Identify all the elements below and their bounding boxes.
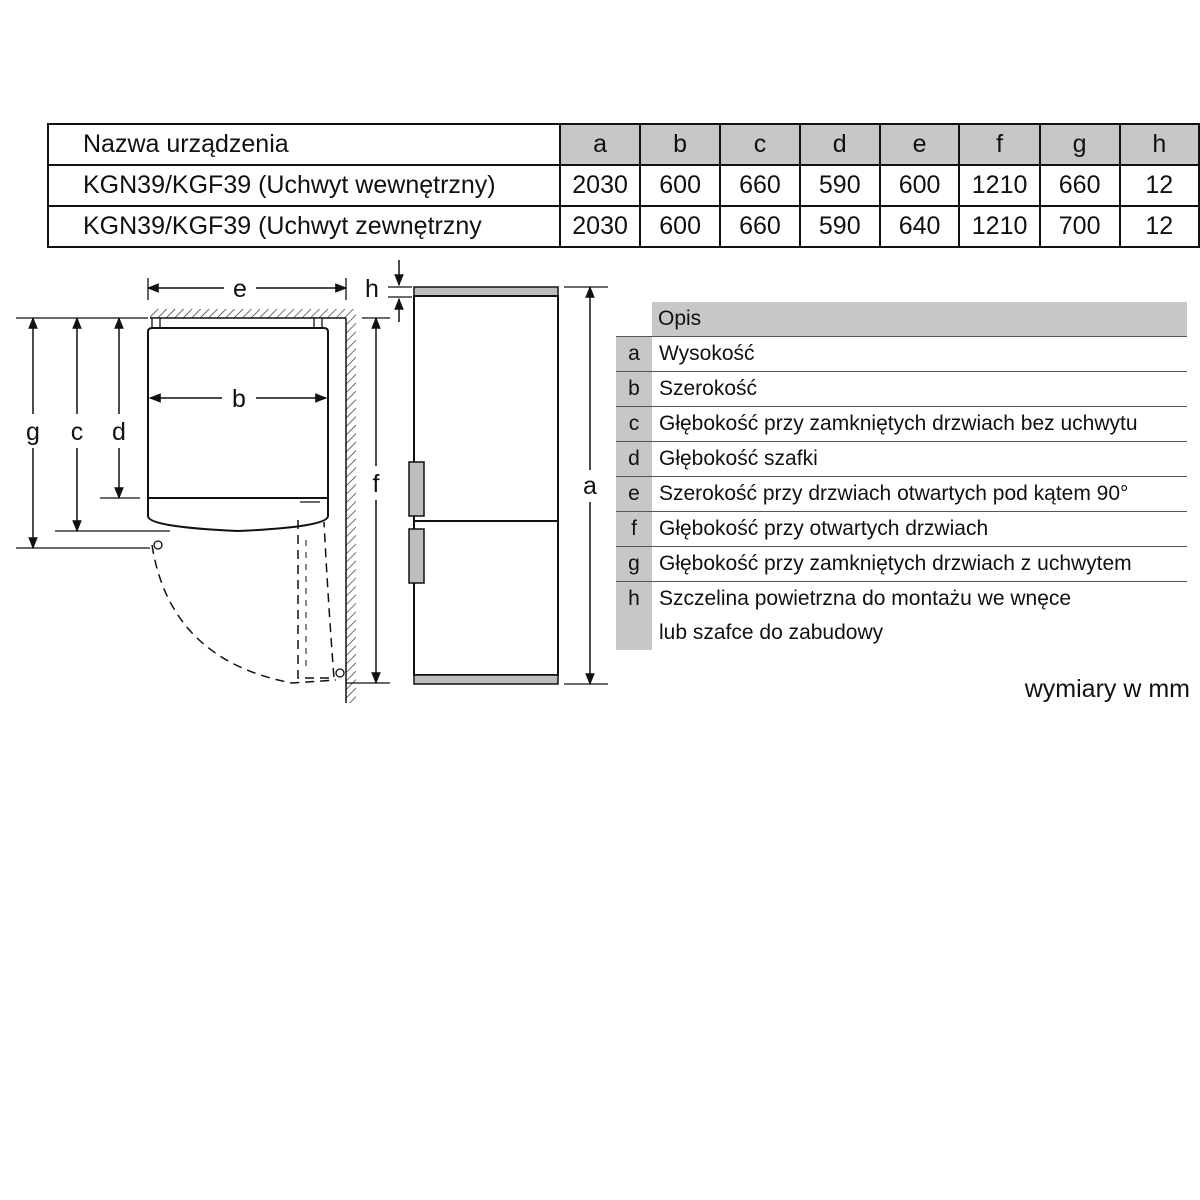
label-c: c — [70, 418, 84, 446]
legend-item — [616, 512, 1187, 547]
table-col-h: h — [1120, 124, 1199, 165]
dimensions-table — [47, 123, 1200, 248]
legend-key: e — [616, 477, 652, 511]
cell-d: 590 — [800, 165, 880, 206]
legend-item — [616, 442, 1187, 477]
hinge-icon — [154, 541, 162, 549]
table-row — [48, 165, 1199, 206]
fridge-body-top — [148, 328, 328, 498]
legend-text-continued: lub szafce do zabudowy — [659, 621, 884, 644]
cell-h: 12 — [1120, 165, 1199, 206]
table-col-d: d — [800, 124, 880, 165]
legend-item — [616, 477, 1187, 512]
closed-door — [148, 498, 328, 531]
dimension-drawing — [0, 255, 610, 715]
table-row — [48, 206, 1199, 247]
front-view — [409, 287, 608, 684]
row-model-name: KGN39/KGF39 (Uchwyt zewnętrzny — [48, 206, 560, 247]
legend-text: Szczelina powietrzna do montażu we wnęce — [659, 587, 1072, 610]
legend-text: Głębokość przy zamkniętych drzwiach bez uchwytu — [659, 412, 1138, 435]
legend-item — [616, 407, 1187, 442]
legend-text: Głębokość szafki — [659, 447, 818, 470]
table-header-row — [48, 124, 1199, 165]
label-h: h — [365, 275, 379, 303]
cell-g: 700 — [1040, 206, 1120, 247]
fridge-body-front — [414, 296, 558, 675]
legend-key: g — [616, 547, 652, 581]
cell-c: 660 — [720, 206, 800, 247]
cell-e: 640 — [880, 206, 960, 247]
open-door-outline — [298, 520, 334, 678]
cell-a: 2030 — [560, 206, 640, 247]
legend-key: d — [616, 442, 652, 476]
legend — [616, 302, 1187, 650]
upper-handle — [409, 462, 424, 516]
top-view — [16, 260, 412, 703]
legend-text: Głębokość przy zamkniętych drzwiach z uchwytem — [659, 552, 1132, 575]
cell-b: 600 — [640, 206, 720, 247]
hinge-icon — [336, 669, 344, 677]
label-f: f — [372, 470, 380, 498]
legend-title: Opis — [652, 302, 1187, 336]
table-col-e: e — [880, 124, 960, 165]
row-model-name: KGN39/KGF39 (Uchwyt wewnętrzny) — [48, 165, 560, 206]
legend-text: Szerokość — [659, 377, 758, 400]
table-header-name: Nazwa urządzenia — [48, 124, 560, 165]
legend-key: b — [616, 372, 652, 406]
legend-key: a — [616, 337, 652, 371]
legend-item — [616, 582, 1187, 650]
legend-header — [616, 302, 1187, 336]
table-col-g: g — [1040, 124, 1120, 165]
label-d: d — [112, 418, 126, 446]
fridge-bottom-plinth — [414, 675, 558, 684]
cell-f: 1210 — [959, 165, 1039, 206]
label-g: g — [26, 418, 40, 446]
door-swing-arc — [152, 545, 336, 683]
legend-key: h — [616, 582, 652, 650]
label-a: a — [583, 472, 597, 500]
legend-key: c — [616, 407, 652, 441]
legend-text: Głębokość przy otwartych drzwiach — [659, 517, 989, 540]
cell-b: 600 — [640, 165, 720, 206]
label-b: b — [232, 385, 246, 413]
table-col-c: c — [720, 124, 800, 165]
cell-c: 660 — [720, 165, 800, 206]
legend-text: Wysokość — [659, 342, 755, 365]
lower-handle — [409, 529, 424, 583]
units-note: wymiary w mm — [1024, 675, 1190, 703]
label-e: e — [233, 275, 247, 303]
cell-d: 590 — [800, 206, 880, 247]
cell-f: 1210 — [959, 206, 1039, 247]
cell-g: 660 — [1040, 165, 1120, 206]
cell-h: 12 — [1120, 206, 1199, 247]
legend-item — [616, 372, 1187, 407]
legend-key: f — [616, 512, 652, 546]
fridge-top-cap — [414, 287, 558, 296]
table-col-f: f — [959, 124, 1039, 165]
table-col-b: b — [640, 124, 720, 165]
legend-item — [616, 547, 1187, 582]
cell-e: 600 — [880, 165, 960, 206]
cell-a: 2030 — [560, 165, 640, 206]
legend-item — [616, 336, 1187, 372]
table-col-a: a — [560, 124, 640, 165]
legend-text: Szerokość przy drzwiach otwartych pod kątem 90° — [659, 482, 1129, 505]
